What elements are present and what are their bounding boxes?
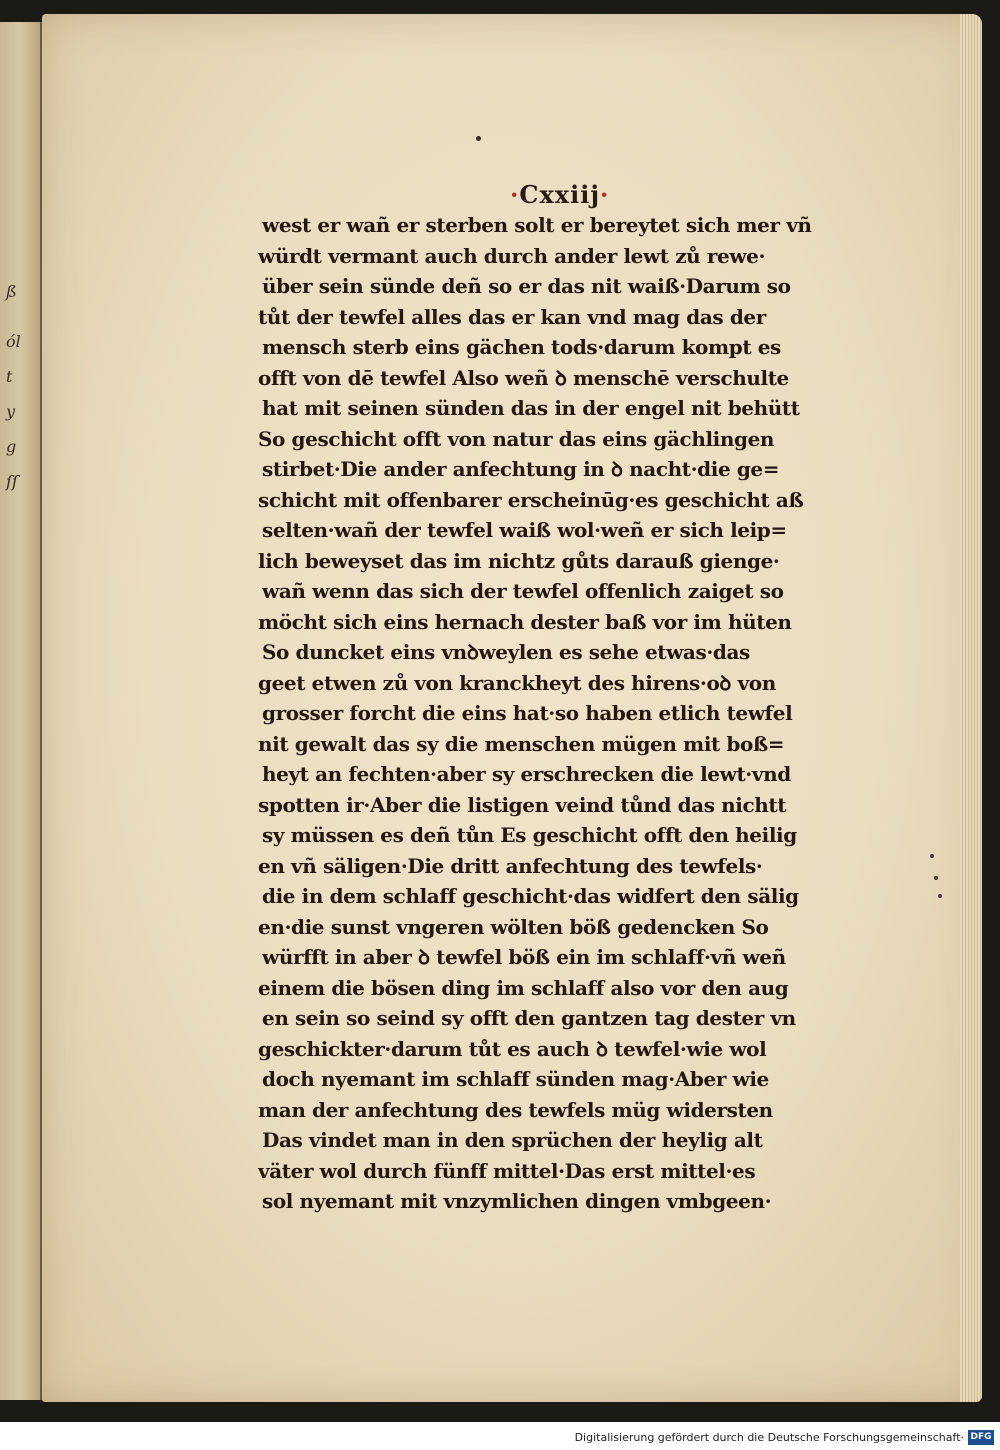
text-line: grosser forcht die eins hat·so haben etlich tewfel bbox=[262, 701, 793, 725]
text-line: offt von dē tewfel Also weñ ꝺ menschē verschulte bbox=[258, 365, 789, 390]
text-line: geet etwen zů von kranckheyt des hirens·oꝺ von bbox=[258, 670, 776, 695]
text-line: So geschicht offt von natur das eins gächlingen bbox=[258, 426, 775, 451]
margin-fragment: g bbox=[6, 437, 17, 456]
dfg-logo: DFG bbox=[968, 1430, 994, 1445]
text-line: doch nyemant im schlaff sünden mag·Aber wie bbox=[262, 1067, 769, 1091]
page-edges bbox=[960, 14, 982, 1402]
text-line: en vñ säligen·Die dritt anfechtung des tewfels· bbox=[258, 853, 763, 878]
text-line: en·die sunst vngeren wölten böß gedencken So bbox=[258, 914, 769, 939]
text-line: einem die bösen ding im schlaff also vor den aug bbox=[258, 975, 789, 1000]
text-line: west er wañ er sterben solt er bereytet sich mer vñ bbox=[262, 213, 812, 237]
text-line: mensch sterb eins gächen tods·darum kompt es bbox=[262, 335, 781, 359]
footer-bar bbox=[0, 1422, 1000, 1450]
text-line: wañ wenn das sich der tewfel offenlich zaiget so bbox=[262, 579, 784, 603]
text-line: hat mit seinen sünden das in der engel nit behütt bbox=[262, 396, 800, 420]
text-line: Das vindet man in den sprüchen der heylig alt bbox=[262, 1128, 763, 1152]
book-page bbox=[42, 14, 982, 1402]
margin-fragment: y bbox=[6, 402, 16, 421]
text-line: die in dem schlaff geschicht·das widfert den sälig bbox=[262, 884, 799, 908]
text-line: selten·wañ der tewfel waiß wol·weñ er sich leip= bbox=[262, 518, 787, 542]
text-line: man der anfechtung des tewfels müg widersten bbox=[258, 1097, 773, 1122]
text-line: über sein sünde deñ so er das nit waiß·Darum so bbox=[262, 274, 791, 298]
text-block bbox=[258, 210, 848, 1217]
text-line: So duncket eins vnꝺweylen es sehe etwas·das bbox=[262, 640, 750, 664]
text-line: nit gewalt das sy die menschen mügen mit boß= bbox=[258, 731, 785, 756]
ink-speck bbox=[930, 854, 934, 858]
ink-dot bbox=[476, 136, 481, 141]
text-line: stirbet·Die ander anfechtung in ꝺ nacht·die ge= bbox=[262, 457, 780, 481]
folio-number: ·Cxxiij· bbox=[510, 180, 610, 209]
margin-fragment: ſſ bbox=[6, 472, 18, 491]
margin-fragment: ól bbox=[6, 332, 21, 351]
text-line: würdt vermant auch durch ander lewt zů rewe· bbox=[258, 243, 766, 268]
ink-speck bbox=[934, 876, 938, 880]
text-line: sol nyemant mit vnzymlichen dingen vmbgeen· bbox=[262, 1189, 772, 1213]
text-line: väter wol durch fünff mittel·Das erst mittel·es bbox=[258, 1158, 756, 1183]
margin-fragment: ß bbox=[6, 282, 17, 301]
margin-fragment: t bbox=[6, 367, 13, 386]
text-line: en sein so seind sy offt den gantzen tag dester vn bbox=[262, 1006, 796, 1030]
text-line: möcht sich eins hernach dester baß vor im hüten bbox=[258, 609, 792, 634]
text-line: sy müssen es deñ tůn Es geschicht offt den heilig bbox=[262, 823, 797, 847]
text-line: würfft in aber ꝺ tewfel böß ein im schlaff·vñ weñ bbox=[262, 945, 786, 969]
text-line: tůt der tewfel alles das er kan vnd mag das der bbox=[258, 304, 766, 329]
ink-speck bbox=[938, 894, 942, 898]
text-line: geschickter·darum tůt es auch ꝺ tewfel·wie wol bbox=[258, 1036, 767, 1061]
text-line: lich beweyset das im nichtz gůts darauß gienge· bbox=[258, 548, 780, 573]
digitization-credit: Digitalisierung gefördert durch die Deutsche Forschungsgemeinschaft· bbox=[574, 1431, 964, 1444]
text-line: schicht mit offenbarer erscheinūg·es geschicht aß bbox=[258, 487, 804, 512]
text-line: spotten ir·Aber die listigen veind tůnd das nichtt bbox=[258, 792, 787, 817]
facing-page-edge bbox=[0, 22, 42, 1400]
text-line: heyt an fechten·aber sy erschrecken die lewt·vnd bbox=[262, 762, 791, 786]
